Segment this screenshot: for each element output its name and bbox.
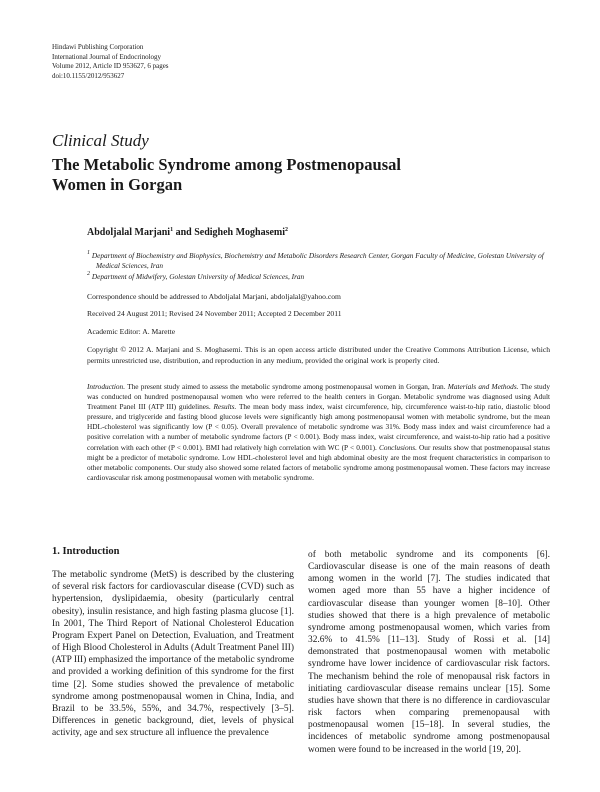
abstract-conclusions-label: Conclusions. [379,442,417,452]
abstract-results-text: The mean body mass index, waist circumference, hip, circumference waist-to-hip ratio, diastolic blood pressure, and triglyceride and fasting blood glucose levels were significantly high among postmenopausal women with metabolic syndrome, but the mean HDL-cholesterol was significantly low (P < 0.05). Overall prevalence of metabolic syndrome was 31%. Body mass index and waist circumference had a positive correlation with a number of metabolic syndrome factors (P < 0.001). Body mass index, waist circumference, and waist-to-hip ratio had a positive correlation with each other (P < 0.001). BMI had relatively high correlation with WC (P < 0.001). [87,402,551,452]
affiliation-text: Department of Midwifery, Golestan University of Medical Sciences, Iran [91,272,305,281]
title-line-1: The Metabolic Syndrome among Postmenopausal [52,155,401,174]
abstract-conclusions-text: Our results show that postmenopausal status might be a predictor of metabolic syndrome. Low HDL-cholesterol level and high abdominal obesity are the most frequent characteristics in comparison to other metabolic components. Our study also showed some related factors of metabolic syndrome among postmenopausal women. These factors may increase cardiovascular risk among postmenopausal women with metabolic syndrome. [87,442,550,482]
affiliation-text: Department of Biochemistry and Biophysics, Biochemistry and Metabolic Disorders Research Center, Gorgan Faculty of Medicine, Golestan University of Medical Sciences, Iran [91,251,544,270]
author-connector: and [173,227,195,238]
volume-info: Volume 2012, Article ID 953627, 6 pages [52,62,169,71]
affiliation-mark: 2 [87,271,90,277]
author-list [87,227,550,238]
affiliation-1 [87,251,559,271]
academic-editor: Academic Editor: A. Marette [87,327,176,336]
affiliation-2 [87,272,559,282]
paper-title [52,155,472,195]
author-affiliation-mark: 1 [170,227,174,233]
publisher-name: Hindawi Publishing Corporation [52,43,144,51]
body-paragraph: of both metabolic syndrome and its components [6]. Cardiovascular disease is one of the main reasons of death among women in the world [7]. The studies indicated that women aged more than 55 have a higher incidence of cardiovascular disease than younger women [8–10]. Other studies showed that there is a high prevalence of metabolic syndrome among postmenopausal women, which varies from 32.6% to 41.5% [11–13]. Study of Rossi et al. [14] demonstrated that postmenopausal women with metabolic syndrome have lower incidence of cardiovascular risk factors. The mechanism behind the role of menopausal risk factors in initiating cardiovascular disease remains unclear [15]. Some studies have shown that there is no difference in cardiovascular risk factors when comparing premenopausal with postmenopausal women [15–18]. In several studies, the incidences of metabolic syndrome among postmenopausal women were found to be increased in the world [19, 20]. [308,550,550,755]
author-affiliation-mark: 2 [285,227,289,233]
section-heading: 1. Introduction [52,546,120,557]
abstract [87,382,550,483]
author-name: Sedigheh Moghasemi [194,227,286,238]
article-type: Clinical Study [52,131,149,150]
abstract-methods-label: Materials and Methods. [447,382,519,391]
copyright-notice: Copyright © 2012 A. Marjani and S. Moghasemi. This is an open access article distributed under the Creative Commons Attribution License, which permits unrestricted use, distribution, and reproduction in any medium, provided the original work is properly cited. [87,345,550,365]
affiliation-mark: 1 [87,250,90,256]
journal-name: International Journal of Endocrinology [52,52,162,61]
abstract-intro-text: The present study aimed to assess the metabolic syndrome among postmenopausal women in Gorgan, Iran. [125,382,448,391]
title-line-2: Women in Gorgan [52,175,183,194]
abstract-intro-label: Introduction. [87,382,126,391]
abstract-methods-text: The study was conducted on hundred postmenopausal women who were referred to the health centers in Gorgan. Metabolic syndrome was diagnosed using Adult Treatment Panel III (ATP III) guidelines. [87,382,550,412]
doi: doi:10.1155/2012/953627 [52,71,125,80]
body-paragraph: The metabolic syndrome (MetS) is described by the clustering of several risk factors for cardiovascular disease (CVD) such as hypertension, dyslipidaemia, obesity (particularly central obesity), insulin resistance, and high fasting plasma glucose [1]. In 2001, The Third Report of National Cholesterol Education Program Expert Panel on Detection, Evaluation, and Treatment of High Blood Cholesterol in Adults (Adult Treatment Panel III) (ATP III) emphasized the importance of the metabolic syndrome and provided a working definition of this syndrome for the first time [2]. Some studies showed the prevalence of metabolic syndrome among postmenopausal women in China, India, and Brazil to be 33.5%, 55%, and 34.7%, respectively [3–5]. Differences in genetic background, diet, levels of physical activity, age and sex structure all influence the prevalence [52,570,294,739]
article-dates: Received 24 August 2011; Revised 24 November 2011; Accepted 2 December 2011 [87,309,342,318]
author-name: Abdoljalal Marjani [87,227,171,238]
body-column-left [52,546,294,739]
correspondence: Correspondence should be addressed to Abdoljalal Marjani, abdoljalal@yahoo.com [87,292,341,301]
journal-header [52,43,169,81]
abstract-results-label: Results. [213,402,237,412]
body-column-right [308,549,550,756]
